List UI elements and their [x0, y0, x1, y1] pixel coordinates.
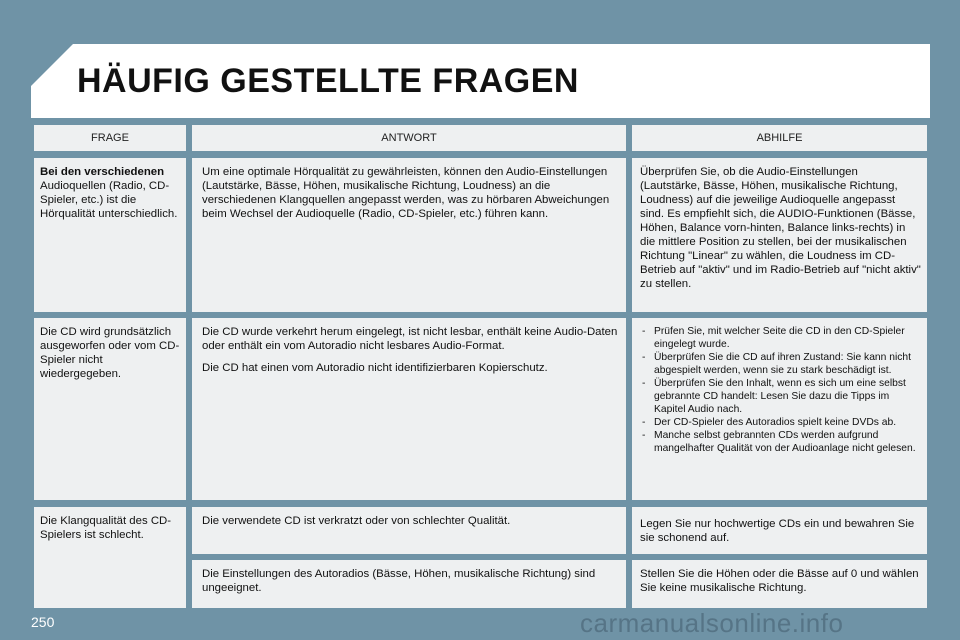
- row2-frage-text: Die CD wird grundsätzlich ausgeworfen oder vom CD-Spieler nicht wiedergegeben.: [40, 326, 180, 380]
- watermark: carmanualsonline.info: [580, 608, 844, 638]
- row3-frage: [34, 507, 186, 608]
- row3-abhilfe-b-text: Stellen Sie die Höhen oder die Bässe auf 0 und wählen Sie keine musikalische Richtung.: [640, 568, 919, 594]
- list-item: - Prüfen Sie, mit welcher Seite die CD in den CD-Spieler eingelegt wurde.: [640, 325, 921, 351]
- row2-frage: [34, 318, 186, 500]
- list-item: - Überprüfen Sie die CD auf ihren Zustand: Sie kann nicht abgespielt werden, wenn sie zu stark beschädigt ist.: [640, 351, 921, 377]
- row2-abhilfe: [632, 318, 927, 500]
- row2-antwort-text1: Die CD wurde verkehrt herum eingelegt, ist nicht lesbar, enthält keine Audio-Daten oder enthält ein vom Autoradio nicht lesbares Audio-Format.: [202, 326, 618, 352]
- row2-antwort: [192, 318, 626, 500]
- row3-antwort-a-text: Die verwendete CD ist verkratzt oder von schlechter Qualität.: [202, 515, 511, 527]
- row3-antwort-b: [192, 560, 626, 608]
- row1-frage-text: Audioquellen (Radio, CD-Spieler, etc.) ist die Hörqualität unterschiedlich.: [40, 180, 178, 220]
- list-item: - Der CD-Spieler des Autoradios spielt keine DVDs ab.: [640, 416, 921, 429]
- page-title: HÄUFIG GESTELLTE FRAGEN: [77, 62, 579, 100]
- row2-abhilfe-list: [640, 325, 921, 455]
- row1-abhilfe: [632, 158, 927, 312]
- row3-abhilfe-a-text: Legen Sie nur hochwertige CDs ein und bewahren Sie sie schonend auf.: [640, 518, 915, 544]
- row3-antwort-b-text: Die Einstellungen des Autoradios (Bässe, Höhen, musikalische Richtung) sind ungeeignet.: [202, 568, 596, 594]
- list-item: - Überprüfen Sie den Inhalt, wenn es sich um eine selbst gebrannte CD handelt: Lesen Sie dazu die Tipps im Kapitel Audio nach.: [640, 377, 921, 416]
- row1-frage: [34, 158, 186, 312]
- row1-frage-bold: Bei den verschiedenen: [40, 166, 165, 178]
- list-item: - Manche selbst gebrannten CDs werden aufgrund mangelhafter Qualität von der Audioanlage nicht gelesen.: [640, 429, 921, 455]
- row3-frage-text: Die Klangqualität des CD-Spielers ist schlecht.: [40, 515, 172, 541]
- row3-antwort-a: [192, 507, 626, 554]
- header-antwort: ANTWORT: [192, 125, 626, 151]
- row2-antwort-text2: Die CD hat einen vom Autoradio nicht identifizierbaren Kopierschutz.: [202, 362, 548, 374]
- header-frage: FRAGE: [34, 125, 186, 151]
- page-number: 250: [31, 614, 55, 630]
- row1-antwort-text: Um eine optimale Hörqualität zu gewährleisten, können den Audio-Einstellungen (Lautstärke, Bässe, Höhen, musikalische Richtung, Loudness) an die verschiedenen Klangquellen angepasst werden, was zu hörbaren Abweichungen beim Wechsel der Audioquelle (Radio, CD-Spieler, etc.) führen kann.: [202, 166, 610, 220]
- row3-abhilfe-b: [632, 560, 927, 608]
- row1-abhilfe-text: Überprüfen Sie, ob die Audio-Einstellungen (Lautstärke, Bässe, Höhen, musikalische Richtung, Loudness) auf die jeweilige Audioquelle angepasst sind. Es empfiehlt sich, die AUDIO-Funktionen (Bässe, Höhen, Balance vorn-hinten, Balance links-rechts) in die mittlere Position zu stellen, bei der musikalischen Richtung "Linear" zu wählen, die Loudness im CD-Betrieb auf "aktiv" und im Radio-Betrieb auf "nicht aktiv" zu stellen.: [640, 166, 921, 290]
- row3-abhilfe-a: [632, 507, 927, 554]
- row1-antwort: [192, 158, 626, 312]
- header-abhilfe: ABHILFE: [632, 125, 927, 151]
